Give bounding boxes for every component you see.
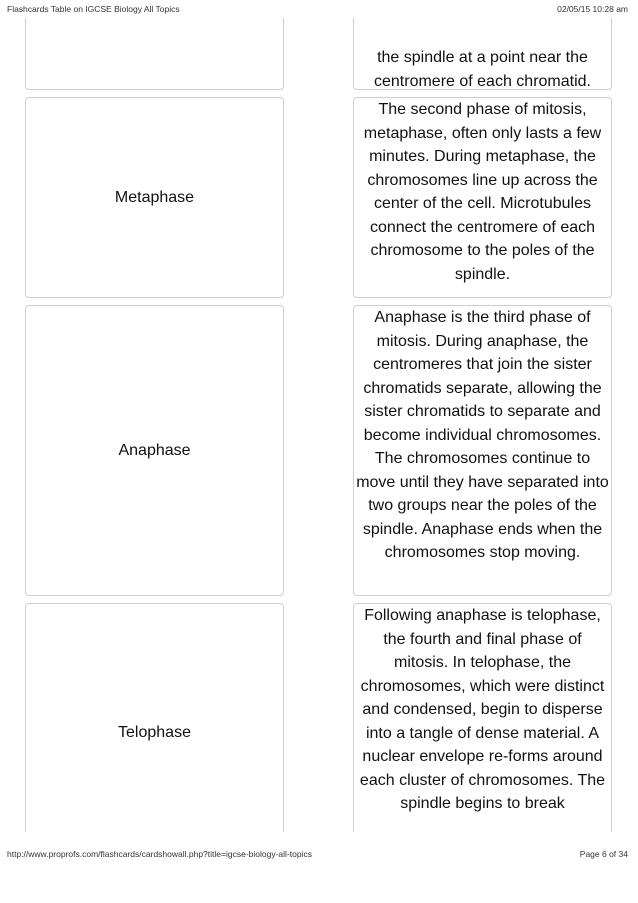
flashcard-term-cell <box>25 97 284 298</box>
page-number: Page 6 of 34 <box>579 849 628 859</box>
source-url: http://www.proprofs.com/flashcards/cardshowall.php?title=igcse-biology-all-topics <box>7 849 312 859</box>
flashcard-definition: the spindle at a point near the centromere of each chromatid. <box>374 49 591 90</box>
flashcard-definition-cell <box>353 97 612 298</box>
document-title: Flashcards Table on IGCSE Biology All Topics <box>7 4 180 14</box>
page-footer <box>0 849 638 861</box>
flashcard-term-cell <box>25 18 284 90</box>
flashcard-term-cell <box>25 603 284 832</box>
flashcard-definition: Following anaphase is telophase, the fourth and final phase of mitosis. In telophase, the chromosomes, which were distinct and condensed, begin to disperse into a tangle of dense material. A nuclear envelope re-forms around each cluster of chromosomes. The spindle begins to break <box>359 607 606 812</box>
flashcard-term: Metaphase <box>114 188 195 206</box>
flashcard-term: Telophase <box>118 724 191 741</box>
flashcard-definition: Anaphase is the third phase of mitosis. During anaphase, the centromeres that join the sister chromatids separate, allowing the sister chromatids to separate and become individual chromosomes. The chromosomes continue to move until they have separated into two groups near the poles of the spindle. Anaphase ends when the chromosomes stop moving. <box>356 309 609 561</box>
flashcard-definition-cell <box>353 603 612 832</box>
flashcard-term: Anaphase <box>118 441 191 459</box>
flashcard-table <box>0 18 638 832</box>
print-datetime: 02/05/15 10:28 am <box>557 4 628 14</box>
flashcard-definition-cell <box>353 305 612 596</box>
flashcard-definition-cell <box>353 18 612 90</box>
flashcard-term-cell <box>25 305 284 596</box>
flashcard-definition: The second phase of mitosis, metaphase, often only lasts a few minutes. During metaphase, the chromosomes line up across the center of the cell. Microtubules connect the centromere of each chromosome to the poles of the spindle. <box>363 101 602 283</box>
page-header <box>0 4 638 16</box>
